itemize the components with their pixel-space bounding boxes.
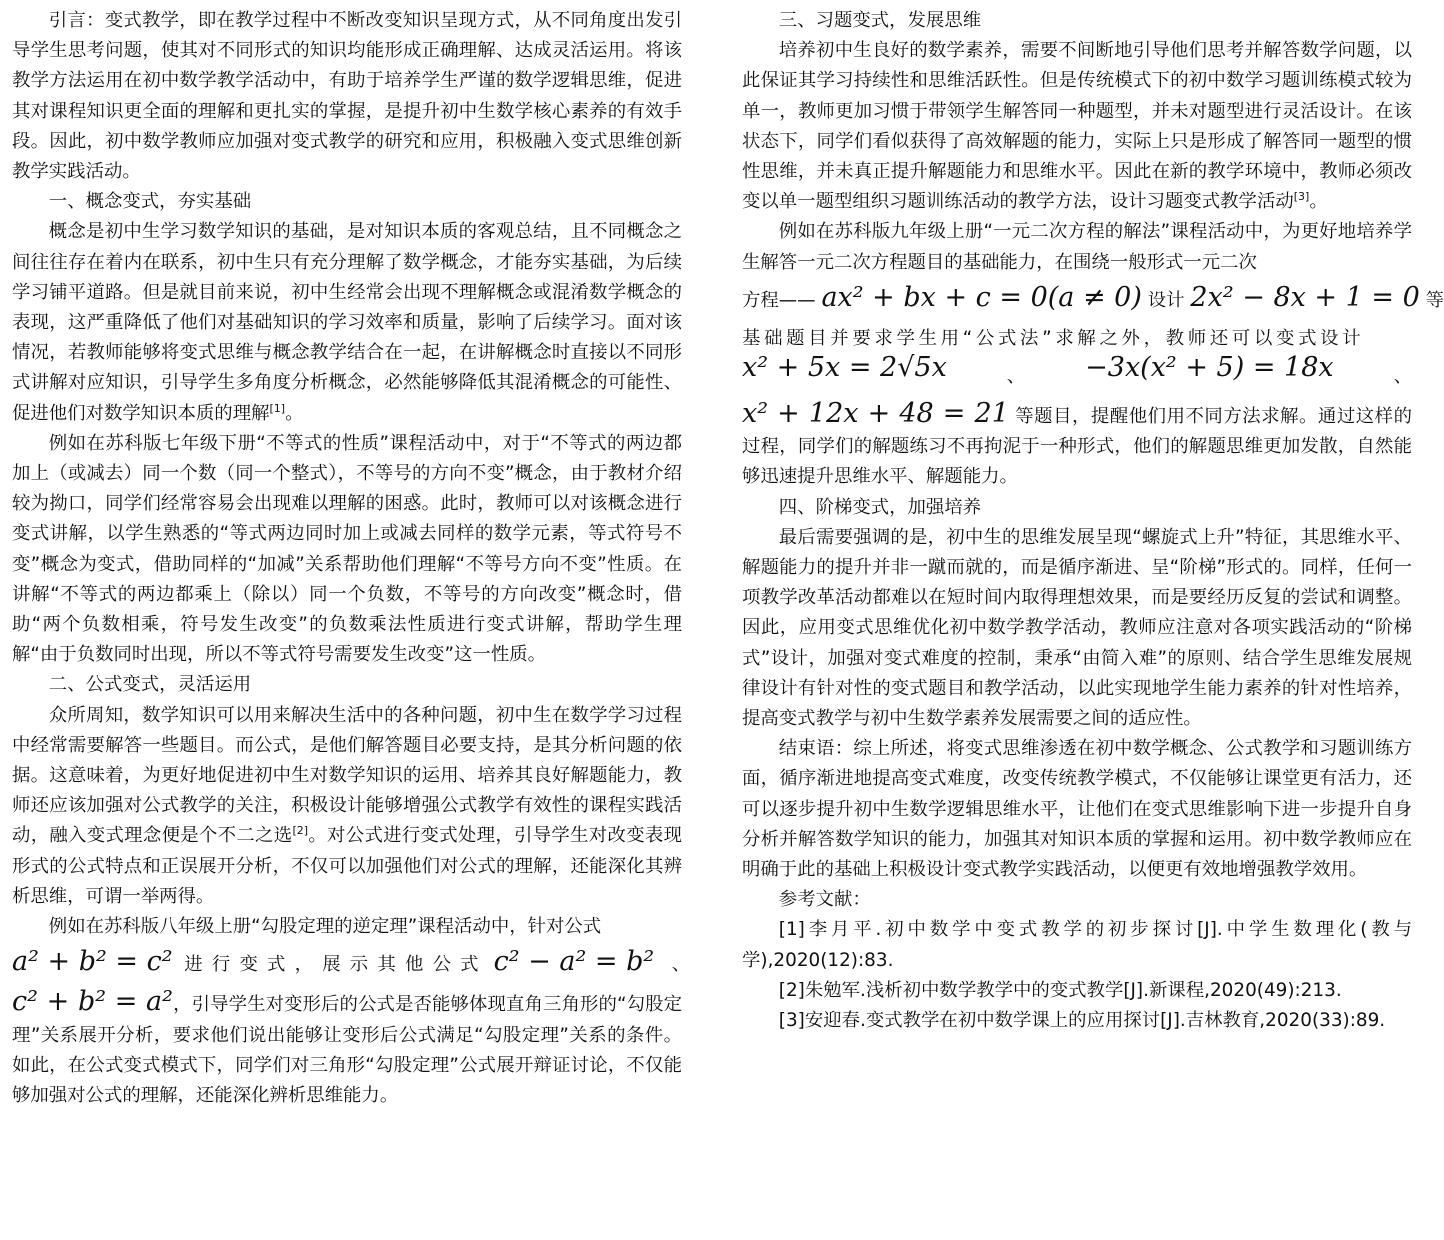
equation-variant-1: c² − a² = b² [493,946,655,978]
exercise-end: 。 [1309,191,1328,213]
equation-text: 进行变式，展示其他公式 [184,954,488,976]
concept-paragraph [12,217,682,428]
formula-text-end: 。对公式进行变式处理，引导学生对改变表现形式的公式特点和正误展开分析，不仅可以加强他们对公式的理解，还能深化其辨析思维，可谓一举两得。 [12,825,682,907]
equation-variant-b: −3x(x² + 5) = 18x [1085,352,1334,384]
equation-design-label: 设计 [1147,289,1185,311]
concept-example-paragraph: 例如在苏科版七年级下册“不等式的性质”课程活动中，对于“不等式的两边都加上（或减去）同一个数（同一个整式），不等号的方向不变”概念，由于教材介绍较为拗口，同学们经常容易会出现难以理解的困惑。此时，教师可以对该概念进行变式讲解，以学生熟悉的“等式两边同时加上或减去同样的数学元素，等式符号不变”概念为变式，借助同样的“加减”关系帮助他们理解“不等号方向不变”性质。在讲解“不等式的两边都乘上（除以）同一个负数，不等号的方向改变”概念时，借助“两个负数相乘，符号发生改变”的负数乘法性质进行变式讲解，帮助学生理解“由于负数同时出现，所以不等式符号需要发生改变”这一性质。 [12,432,682,666]
formula-text: 众所周知，数学知识可以用来解决生活中的各种问题，初中生在数学学习过程中经常需要解答一些题目。而公式，是他们解答题目必要支持，是其分析问题的依据。这意味着，为更好地促进初中生对数学知识的运用、培养其良好解题能力，教师还应该加强对公式教学的关注，积极设计能够增强公式教学有效性的课程实践活动，融入变式理念便是个不二之选 [12,704,682,847]
conclusion-paragraph: 结束语：综上所述，将变式思维渗透在初中数学概念、公式教学和习题训练方面，循序渐进地提高变式难度，改变传统教学模式，不仅能够让课堂更有活力，还可以逐步提升初中生数学逻辑思维水平，让他们在变式思维影响下进一步提升自身分析并解答数学知识的能力，加强其对知识本质的掌握和运用。初中数学教师应在明确于此的基础上积极设计变式教学实践活动，以便更有效地增强教学效用。 [742,738,1412,881]
citation-3: [3] [1293,190,1310,204]
equation-variant-c: x² + 12x + 48 = 21 [742,398,1009,430]
exercise-formula-method: 基础题目并要求学生用“公式法”求解之外，教师还可以变式设计 [742,327,1365,349]
citation-1: [1] [269,401,286,415]
exercise-example-end [742,400,1412,493]
formula-paragraph [12,701,682,912]
equation-pythagorean: a² + b² = c² [12,946,173,978]
equation-example-quadratic: 2x² − 8x + 1 = 0 [1190,281,1420,313]
formula-example-paragraph: 例如在苏科版八年级上册“勾股定理的逆定理”课程活动中，针对公式 [48,916,602,938]
concept-end: 。 [285,402,304,424]
reference-item: [1]李月平.初中数学中变式教学的初步探讨[J].中学生数理化(教与学),2020(12):83. [742,919,1412,971]
formula-equation-line [12,942,691,988]
reference-item: [3]安迎春.变式教学在初中数学课上的应用探讨[J].吉林教育,2020(33):89. [778,1010,1386,1032]
equation-general-quadratic: ax² + bx + c = 0(a ≠ 0) [821,281,1142,313]
citation-2: [2] [292,824,309,838]
formula-example-end [12,988,682,1111]
exercise-paragraph [742,36,1412,217]
equation-prefix: 方程—— [742,289,816,311]
section-heading-exercise: 三、习题变式，发展思维 [778,10,982,31]
references-title: 参考文献： [778,889,871,911]
formula-example-end-text: ，引导学生对变形后的公式是否能够体现直角三角形的“勾股定理”关系展开分析，要求他们说出能够让变形后公式满足“勾股定理”关系的条件。如此，在公式变式模式下，同学们对三角形“勾股定理”公式展开辩证讨论，不仅能够加强对公式的理解，还能深化辨析思维能力。 [12,994,682,1106]
equation-separator: 、 [671,954,691,976]
intro-paragraph: 引言：变式教学，即在教学过程中不断改变知识呈现方式，从不同角度出发引导学生思考问题，使其对不同形式的知识均能形成正确理解、达成灵活运用。将该教学方法运用在初中数学教学活动中，有助于培养学生严谨的数学逻辑思维，促进其对课程知识更全面的理解和更扎实的掌握，是提升初中生数学核心素养的有效手段。因此，初中数学教师应加强对变式教学的研究和应用，积极融入变式思维创新教学实践活动。 [12,10,682,183]
concept-text: 概念是初中生学习数学知识的基础，是对知识本质的客观总结，且不同概念之间往往存在着内在联系，初中生只有充分理解了数学概念，才能夯实基础，为后续学习铺平道路。但是就目前来说，初中生经常会出现不理解概念或混淆数学概念的表现，这严重降低了他们对基础知识的学习效率和质量，影响了后续学习。面对该情况，若教师能够将变式思维与概念教学结合在一起，在讲解概念时直接以不同形式讲解对应知识，引导学生多角度分析概念，必然能够降低其混淆概念的可能性、促进他们对数学知识本质的理解 [12,221,682,424]
equation-separator-2: 、 [1393,366,1412,388]
equation-separator-1: 、 [1006,366,1026,388]
ladder-paragraph: 最后需要强调的是，初中生的思维发展呈现“螺旋式上升”特征，其思维水平、解题能力的提升并非一蹴而就的，而是循序渐进、呈“阶梯”形式的。同样，任何一项教学改革活动都难以在短时间内取得理想效果，而是要经历反复的尝试和调整。因此，应用变式思维优化初中数学教学活动，教师应注意对各项实践活动的“阶梯式”设计，加强对变式难度的控制，秉承“由简入难”的原则、结合学生思维发展规律设计有针对性的变式题目和教学活动，以此实现地学生能力素养的针对性培养，提高变式教学与初中生数学素养发展需要之间的适应性。 [742,526,1412,730]
quadratic-equation-line [742,278,1444,324]
left-column [12,6,691,1111]
equation-variant-a: x² + 5x = 2√5x [742,352,947,384]
right-column [742,6,1444,1036]
exercise-example-end-text: 等题目，提醒他们用不同方法求解。通过这样的过程，同学们的解题练习不再拘泥于一种形式，他们的解题思维更加发散，自然能够迅速提升思维水平、解题能力。 [742,406,1412,488]
variant-equations-line [742,354,1412,400]
equation-variant-2: c² + b² = a² [12,986,173,1018]
section-heading-formula: 二、公式变式，灵活运用 [48,674,252,696]
reference-item: [2]朱勉军.浅析初中数学教学中的变式教学[J].新课程,2020(49):213. [778,979,1342,1001]
equation-etc-label: 等 [1425,289,1444,311]
section-heading-concept: 一、概念变式，夯实基础 [48,191,252,213]
exercise-example-paragraph: 例如在苏科版九年级上册“一元二次方程的解法”课程活动中，为更好地培养学生解答一元二次方程题目的基础能力，在围绕一般形式一元二次 [742,221,1412,273]
section-heading-ladder: 四、阶梯变式，加强培养 [778,496,982,518]
exercise-text: 培养初中生良好的数学素养，需要不间断地引导他们思考并解答数学问题，以此保证其学习持续性和思维活跃性。但是传统模式下的初中数学习题训练模式较为单一，教师更加习惯于带领学生解答同一种题型，并未对题型进行灵活设计。在该状态下，同学们看似获得了高效解题的能力，实际上只是形成了解答同一题型的惯性思维，并未真正提升解题能力和思维水平。因此在新的教学环境中，教师必须改变以单一题型组织习题训练活动的教学方法，设计习题变式教学活动 [742,40,1412,213]
